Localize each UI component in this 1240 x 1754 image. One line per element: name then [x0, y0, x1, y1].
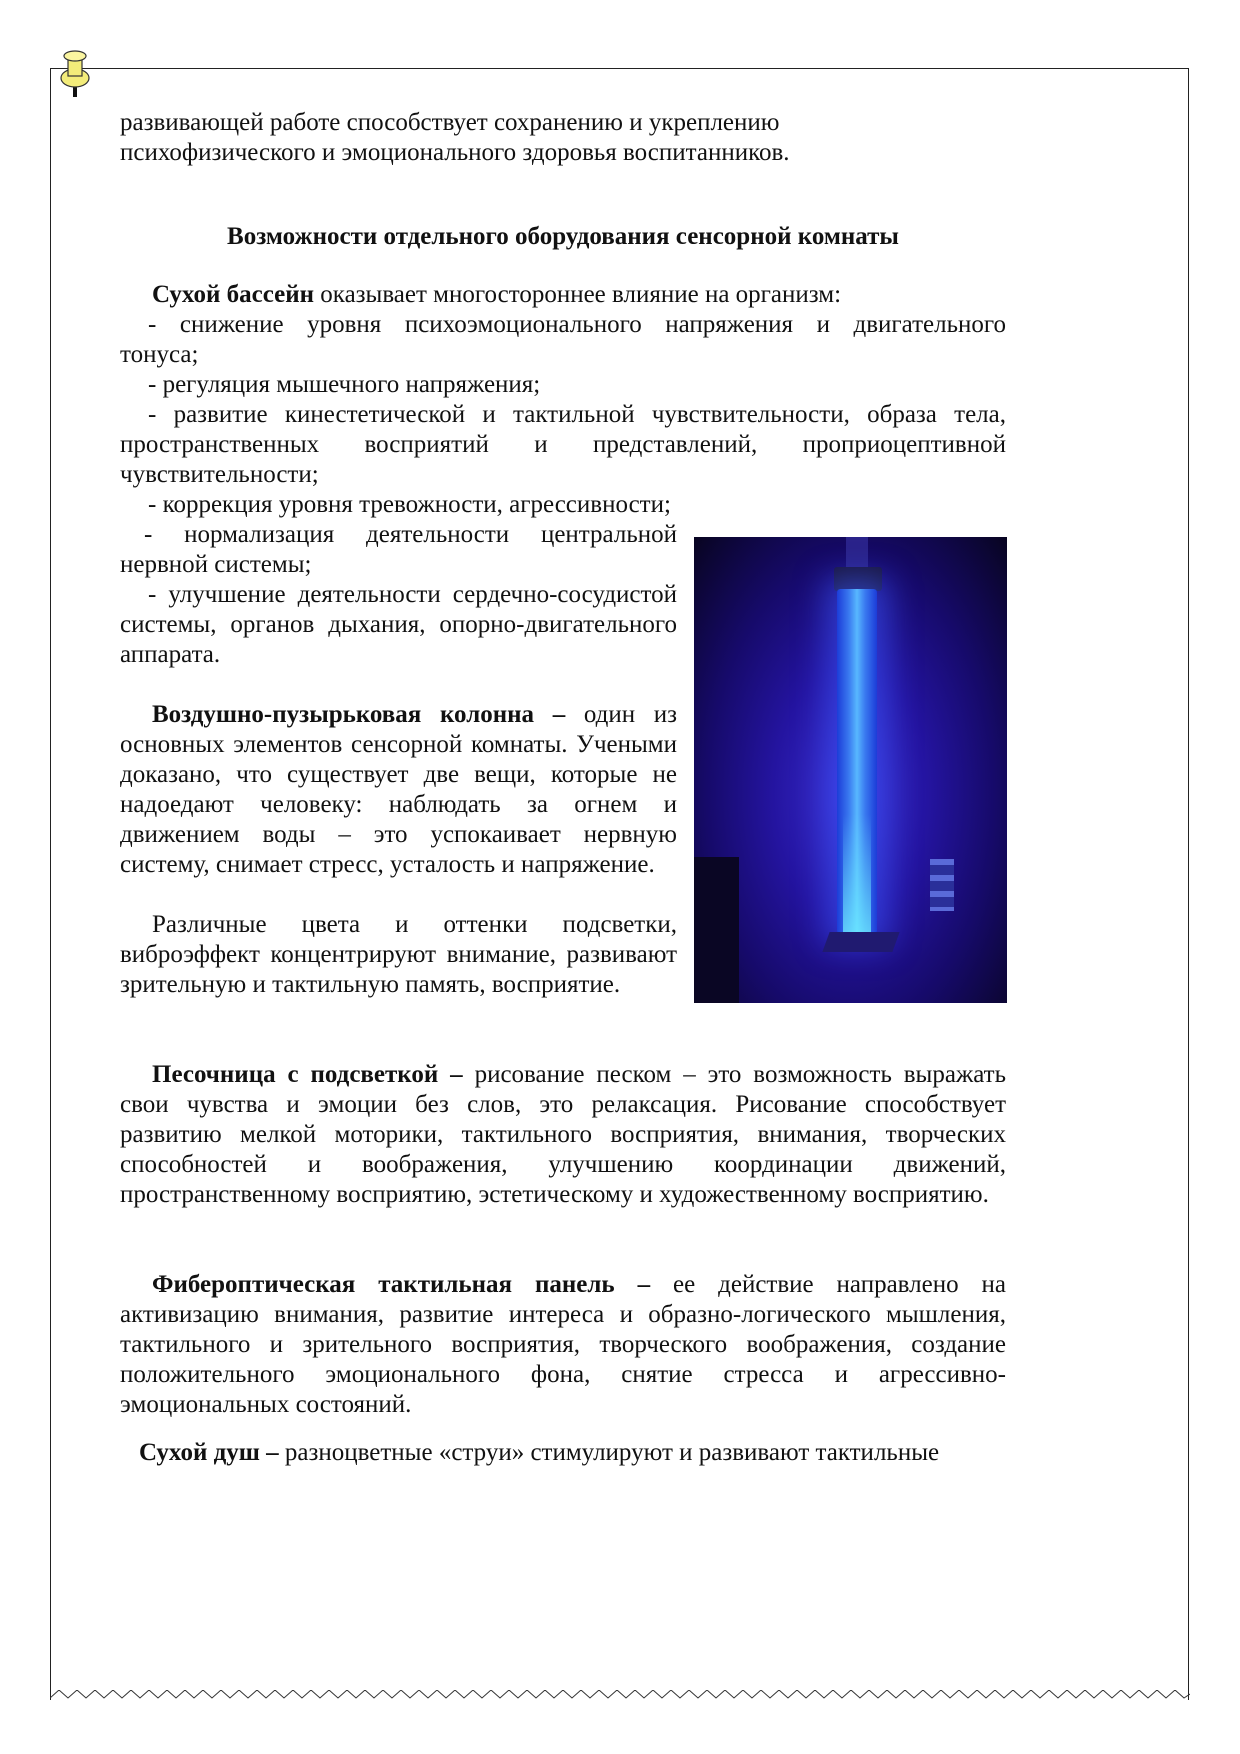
dry-pool-item-6: - улучшение деятельности сердечно-сосудистой системы, органов дыхания, опорно-двигательного аппарата.	[120, 581, 677, 668]
bubble-column-title: Воздушно-пузырьковая колонна –	[152, 701, 566, 728]
dry-shower-paragraph: Сухой душ – разноцветные «струи» стимулируют и развивают тактильные	[139, 1439, 940, 1466]
bubble-column-paragraph: Воздушно-пузырьковая колонна – один из основных элементов сенсорной комнаты. Учеными доказано, что существует две вещи, которые не надоедают человеку: наблюдать за огнем и движением воды – это успокаивает нервную систему, снимает стресс, усталость и напряжение.	[120, 701, 678, 878]
dry-pool-lead: Сухой бассейн оказывает многостороннее влияние на организм:	[152, 281, 842, 308]
intro-line-1: развивающей работе способствует сохранению и укреплению	[120, 109, 780, 136]
fiber-panel-paragraph: Фибероптическая тактильная панель – ее действие направлено на активизацию внимания, развитие интереса и образно-логического мышления, тактильного и зрительного восприятия, творческого воображения, создание положительного эмоционального фона, снятие стресса и агрессивно-эмоциональных состояний.	[120, 1271, 1006, 1418]
dry-pool-item-1: - снижение уровня психоэмоционального напряжения и двигательного тонуса;	[120, 311, 1006, 368]
bubble-column-photo	[694, 537, 1007, 1003]
sandbox-paragraph: Песочница с подсветкой – рисование песком – это возможность выражать свои чувства и эмоции без слов, это релаксация. Рисование способствует развитию мелкой моторики, тактильного восприятия, внимания, творческих способностей и воображения, улучшению координации движений, пространственному восприятию, эстетическому и художественному восприятию.	[120, 1061, 1006, 1208]
section-heading: Возможности отдельного оборудования сенсорной комнаты	[227, 223, 899, 250]
intro-line-2: психофизического и эмоционального здоровья воспитанников.	[120, 139, 790, 166]
dry-pool-item-5: - нормализация деятельности центральной нервной системы;	[120, 521, 677, 578]
torn-edge-zigzag	[50, 1690, 1190, 1706]
dry-shower-title: Сухой душ –	[139, 1439, 279, 1466]
dry-pool-item-2: - регуляция мышечного напряжения;	[148, 371, 541, 398]
dry-pool-item-4: - коррекция уровня тревожности, агрессивности;	[148, 491, 671, 518]
fiber-panel-title: Фибероптическая тактильная панель –	[152, 1271, 651, 1298]
sandbox-title: Песочница с подсветкой –	[152, 1061, 463, 1088]
dry-pool-item-3: - развитие кинестетической и тактильной чувствительности, образа тела, пространственных восприятий и представлений, проприоцептивной чувствительности;	[120, 401, 1006, 488]
dry-pool-title: Сухой бассейн	[152, 281, 315, 308]
dry-pool-section	[120, 280, 1006, 520]
pushpin-icon	[55, 48, 95, 100]
intro-paragraph	[120, 108, 1006, 168]
bubble-column-paragraph-2: Различные цвета и оттенки подсветки, виброэффект концентрируют внимание, развивают зрительную и тактильную память, восприятие.	[120, 911, 677, 998]
